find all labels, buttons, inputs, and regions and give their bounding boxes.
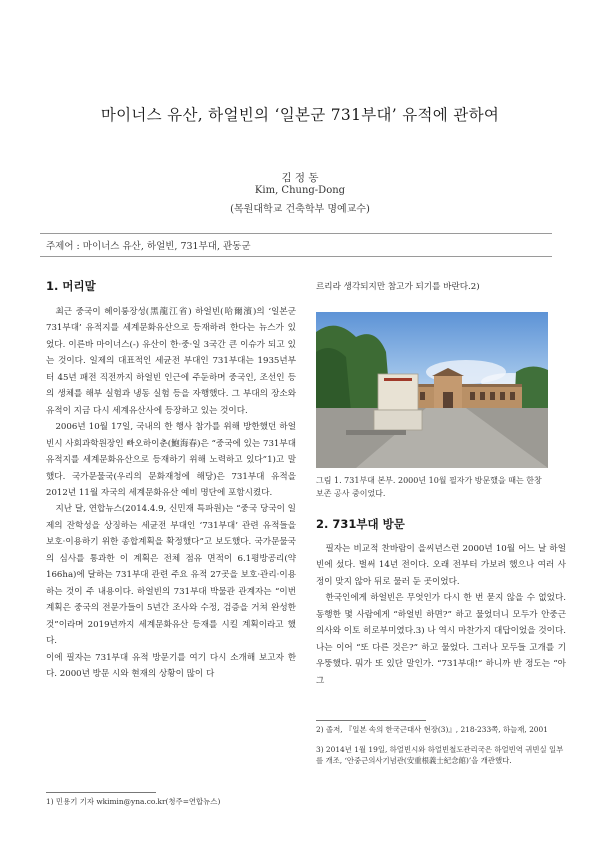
section-heading-introduction: 1. 머리말 — [46, 279, 96, 293]
paragraph: 필자는 비교적 찬바람이 을씨년스런 2000년 10월 어느 날 하얼빈에 섰다. 벌써 14년 전이다. 오래 전부터 가보려 했으나 여러 사정이 맞지 않아 뒤로 물러 둔 곳이었다. — [316, 544, 566, 587]
left-footnotes — [46, 796, 296, 808]
section-heading-visit: 2. 731부대 방문 — [316, 517, 405, 531]
paragraph: 지난 달, 연합뉴스(2014.4.9, 신민재 특파원)는 “중국 당국이 일제의 잔학성을 상징하는 세균전 부대인 ‘731부대’ 관련 유적들을 보호·이용하기 위한 종합계획을 확정했다”고 보도했다. 국가문물국의 심사를 통과한 이 계획은 전체 점유 면적이 6.1평방공리(약 166ha)에 달하는 731부대 관련 주요 유적 27곳을 보호·관리·이용하는 것이 주 내용이다. 하얼빈의 731부대 박물관 관계자는 “이번 계획은 중국의 전문가들이 5년간 조사와 수정, 검증을 거쳐 완성한 것”이라며 2019년까지 세계문화유산 등재를 시킬 계획이라고 했다. — [46, 504, 296, 647]
left-column-body — [46, 304, 296, 682]
paper-title: 마이너스 유산, 하얼빈의 ‘일본군 731부대’ 유적에 관하여 — [100, 106, 500, 124]
right-column-body — [316, 541, 566, 689]
footnote: 3) 2014년 1월 19일, 하얼빈시와 하얼빈철도관리국은 하얼빈역 귀빈실 일부를 개조, ‘안중근의사기념관(安重根義士紀念館)’을 개관했다. — [316, 744, 564, 765]
figure-caption: 그림 1. 731부대 본부. 2000년 10월 필자가 방문했을 때는 한창 보존 공사 중이었다. — [316, 476, 542, 498]
figure-photo — [316, 312, 548, 468]
keywords: 주제어 : 마이너스 유산, 하얼빈, 731부대, 관동군 — [46, 241, 251, 252]
footnote: 1) 민용기 기자 wkimin@yna.co.kr(청주=연합뉴스) — [46, 797, 221, 806]
footnote-rule — [316, 720, 426, 721]
paragraph: 2006년 10월 17일, 국내의 한 행사 참가를 위해 방한했던 하얼빈시 사회과학원장인 빠오하이춘(鮑海春)은 “중국에 있는 731부대 유적지를 세계문화유산으로 등재하기 위해 노력하고 있다”1)고 말했다. 국가문물국(우리의 문화재청에 해당)은 731부대 유적을 2012년 11월 자국의 세계문화유산 예비 명단에 포함시켰다. — [46, 422, 296, 498]
paragraph: 이에 필자는 731부대 유적 방문기를 여기 다시 소개해 보고자 한다. 2000년 방문 시와 현재의 상황이 많이 다 — [46, 652, 296, 679]
right-footnotes — [316, 724, 566, 767]
paragraph: 르리라 생각되지만 참고가 되기를 바란다.2) — [316, 282, 480, 292]
building-photo-illustration — [316, 312, 548, 468]
paragraph: 한국인에게 하얼빈은 무엇인가 다시 한 번 묻지 않을 수 없었다. 동행한 몇 사람에게 “하얼빈 하면?” 하고 물었더니 모두가 안중근의사와 이토 히로부미였다.3) 나 역시 마찬가지 대답이었을 것이다. 나는 이어 “또 다른 것은?” 하고 물었다. 그러나 모두들 고개를 기우뚱했다. 뭐가 또 있단 말인가. “731부대!” 하니까 반 정도는 “아 그 — [316, 593, 566, 686]
paragraph: 최근 중국이 헤이룽장성(黑龍江省) 하얼빈(哈爾濱)의 ‘일본군 731부대’ 유적지를 세계문화유산으로 등재하려 한다는 뉴스가 있었다. 이른바 마이너스(-) 유산이 한·중·일 3국간 큰 이슈가 되고 있는 것이다. 일제의 대표적인 세균전 부대인 731부대는 1935년부터 45년 패전 직전까지 하얼빈 인근에 주둔하며 중국인, 조선인 등의 생체를 해부 실험과 냉동 실험 등을 자행했다. 그 부대의 장소와 유적이 지금 다시 세계유산사에 등장하고 있는 것이다. — [46, 307, 296, 416]
right-column-top-text — [316, 279, 566, 295]
footnote-rule — [46, 792, 156, 793]
author-affiliation: (목원대학교 건축학부 명예교수) — [230, 204, 370, 215]
author-name-english: Kim, Chung-Dong — [254, 185, 346, 196]
footnote: 2) 졸저, 『일본 속의 한국근대사 현장(3)』, 218-233쪽, 하늘재, 2001 — [316, 725, 548, 734]
author-name-korean: 김 정 동 — [281, 172, 319, 184]
